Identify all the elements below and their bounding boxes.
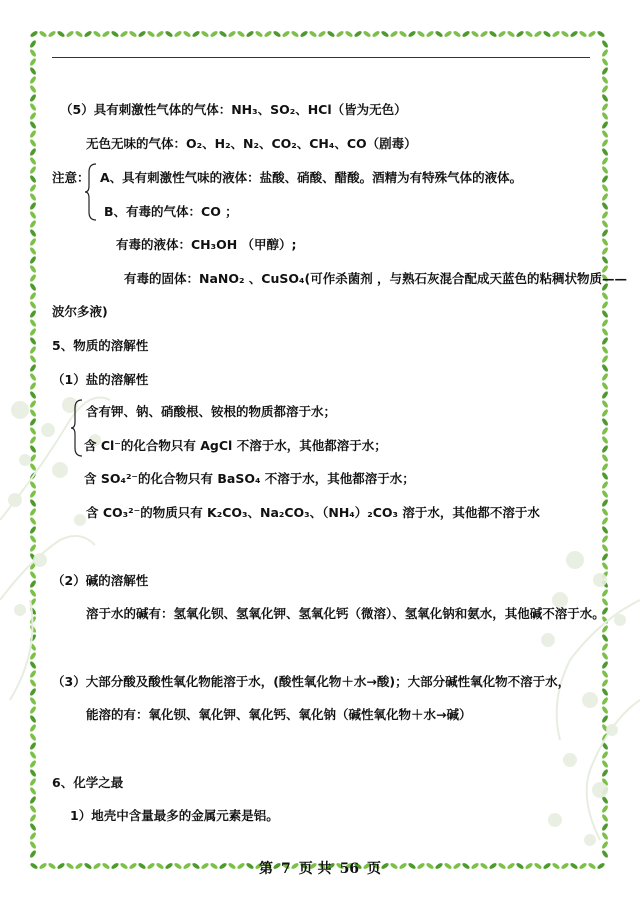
footer-total-pages: 56 bbox=[339, 861, 360, 877]
chem-record-1: 1）地壳中含量最多的金属元素是铝。 bbox=[70, 808, 279, 823]
note-a-line: A、具有刺激性气味的液体：盐酸、硝酸、醋酸。酒精为有特殊气体的液体。 bbox=[100, 170, 523, 185]
flower-blossom bbox=[52, 462, 68, 478]
flower-blossom bbox=[593, 573, 607, 587]
flower-blossom bbox=[14, 604, 26, 616]
flower-blossom bbox=[541, 633, 555, 647]
flower-blossom bbox=[11, 401, 29, 419]
gas-odorless-line: 无色无味的气体：O₂、H₂、N₂、CO₂、CH₄、CO（剧毒） bbox=[86, 136, 417, 151]
salt-rule-3: 含 SO₄²⁻的化合物只有 BaSO₄ 不溶于水，其他都溶于水； bbox=[84, 471, 415, 486]
section-6-heading: 6、化学之最 bbox=[52, 775, 124, 790]
flower-blossom bbox=[584, 834, 596, 846]
flower-blossom bbox=[548, 813, 562, 827]
base-solubility-heading: （2）碱的溶解性 bbox=[52, 573, 149, 588]
toxic-solid-line: 有毒的固体：NaNO₂ 、CuSO₄(可作杀菌剂 ，与熟石灰混合配成天蓝色的粘稠状物质—— bbox=[124, 271, 628, 286]
flower-blossom bbox=[8, 493, 22, 507]
flower-blossom bbox=[33, 553, 47, 567]
salt-rule-2: 含 Cl⁻的化合物只有 AgCl 不溶于水，其他都溶于水； bbox=[84, 438, 387, 453]
note-label: 注意： bbox=[52, 170, 90, 185]
flower-blossom bbox=[41, 423, 55, 437]
flower-stem bbox=[587, 700, 640, 840]
salt-brace bbox=[70, 398, 84, 458]
header-rule bbox=[52, 57, 590, 58]
flower-blossom bbox=[592, 782, 608, 798]
flower-blossom bbox=[563, 753, 577, 767]
page-footer bbox=[0, 858, 640, 878]
gas-irritating-line: （5）具有刺激性气体的气体：NH₃、SO₂、HCl（皆为无色） bbox=[60, 102, 407, 117]
footer-page-number: 7 bbox=[280, 861, 291, 877]
oxide-solubility-heading: （3）大部分酸及酸性氧化物能溶于水，(酸性氧化物＋水→酸)；大部分碱性氧化物不溶于水， bbox=[52, 674, 571, 689]
flower-blossom bbox=[582, 692, 598, 708]
footer-middle: 页 共 bbox=[298, 861, 332, 877]
salt-rule-1: 含有钾、钠、硝酸根、铵根的物质都溶于水； bbox=[86, 404, 337, 419]
toxic-liquid-line: 有毒的液体：CH₃OH （甲醇）; bbox=[116, 237, 297, 252]
flower-stem bbox=[0, 536, 95, 600]
salt-solubility-heading: （1）盐的溶解性 bbox=[52, 372, 149, 387]
base-rule: 溶于水的碱有：氢氧化钡、氢氧化钾、氢氧化钙（微溶）、氢氧化钠和氨水，其他碱不溶于水。 bbox=[86, 606, 605, 621]
salt-rule-4: 含 CO₃²⁻的物质只有 K₂CO₃、Na₂CO₃、（NH₄）₂CO₃ 溶于水，其他都不溶于水 bbox=[86, 505, 540, 520]
section-5-heading: 5、物质的溶解性 bbox=[52, 338, 149, 353]
flower-blossom bbox=[606, 724, 618, 736]
bordeaux-line: 波尔多液) bbox=[52, 304, 108, 319]
flower-blossom bbox=[74, 514, 86, 526]
oxide-rule: 能溶的有：氧化钡、氧化钾、氧化钙、氧化钠（碱性氧化物＋水→碱） bbox=[86, 707, 472, 722]
note-brace bbox=[84, 162, 98, 222]
footer-prefix: 第 bbox=[258, 861, 273, 877]
footer-suffix: 页 bbox=[367, 861, 382, 877]
note-b-line: B、有毒的气体：CO ； bbox=[104, 204, 238, 219]
flower-blossom bbox=[614, 614, 626, 626]
flower-blossom bbox=[566, 551, 584, 569]
flower-blossom bbox=[19, 454, 31, 466]
